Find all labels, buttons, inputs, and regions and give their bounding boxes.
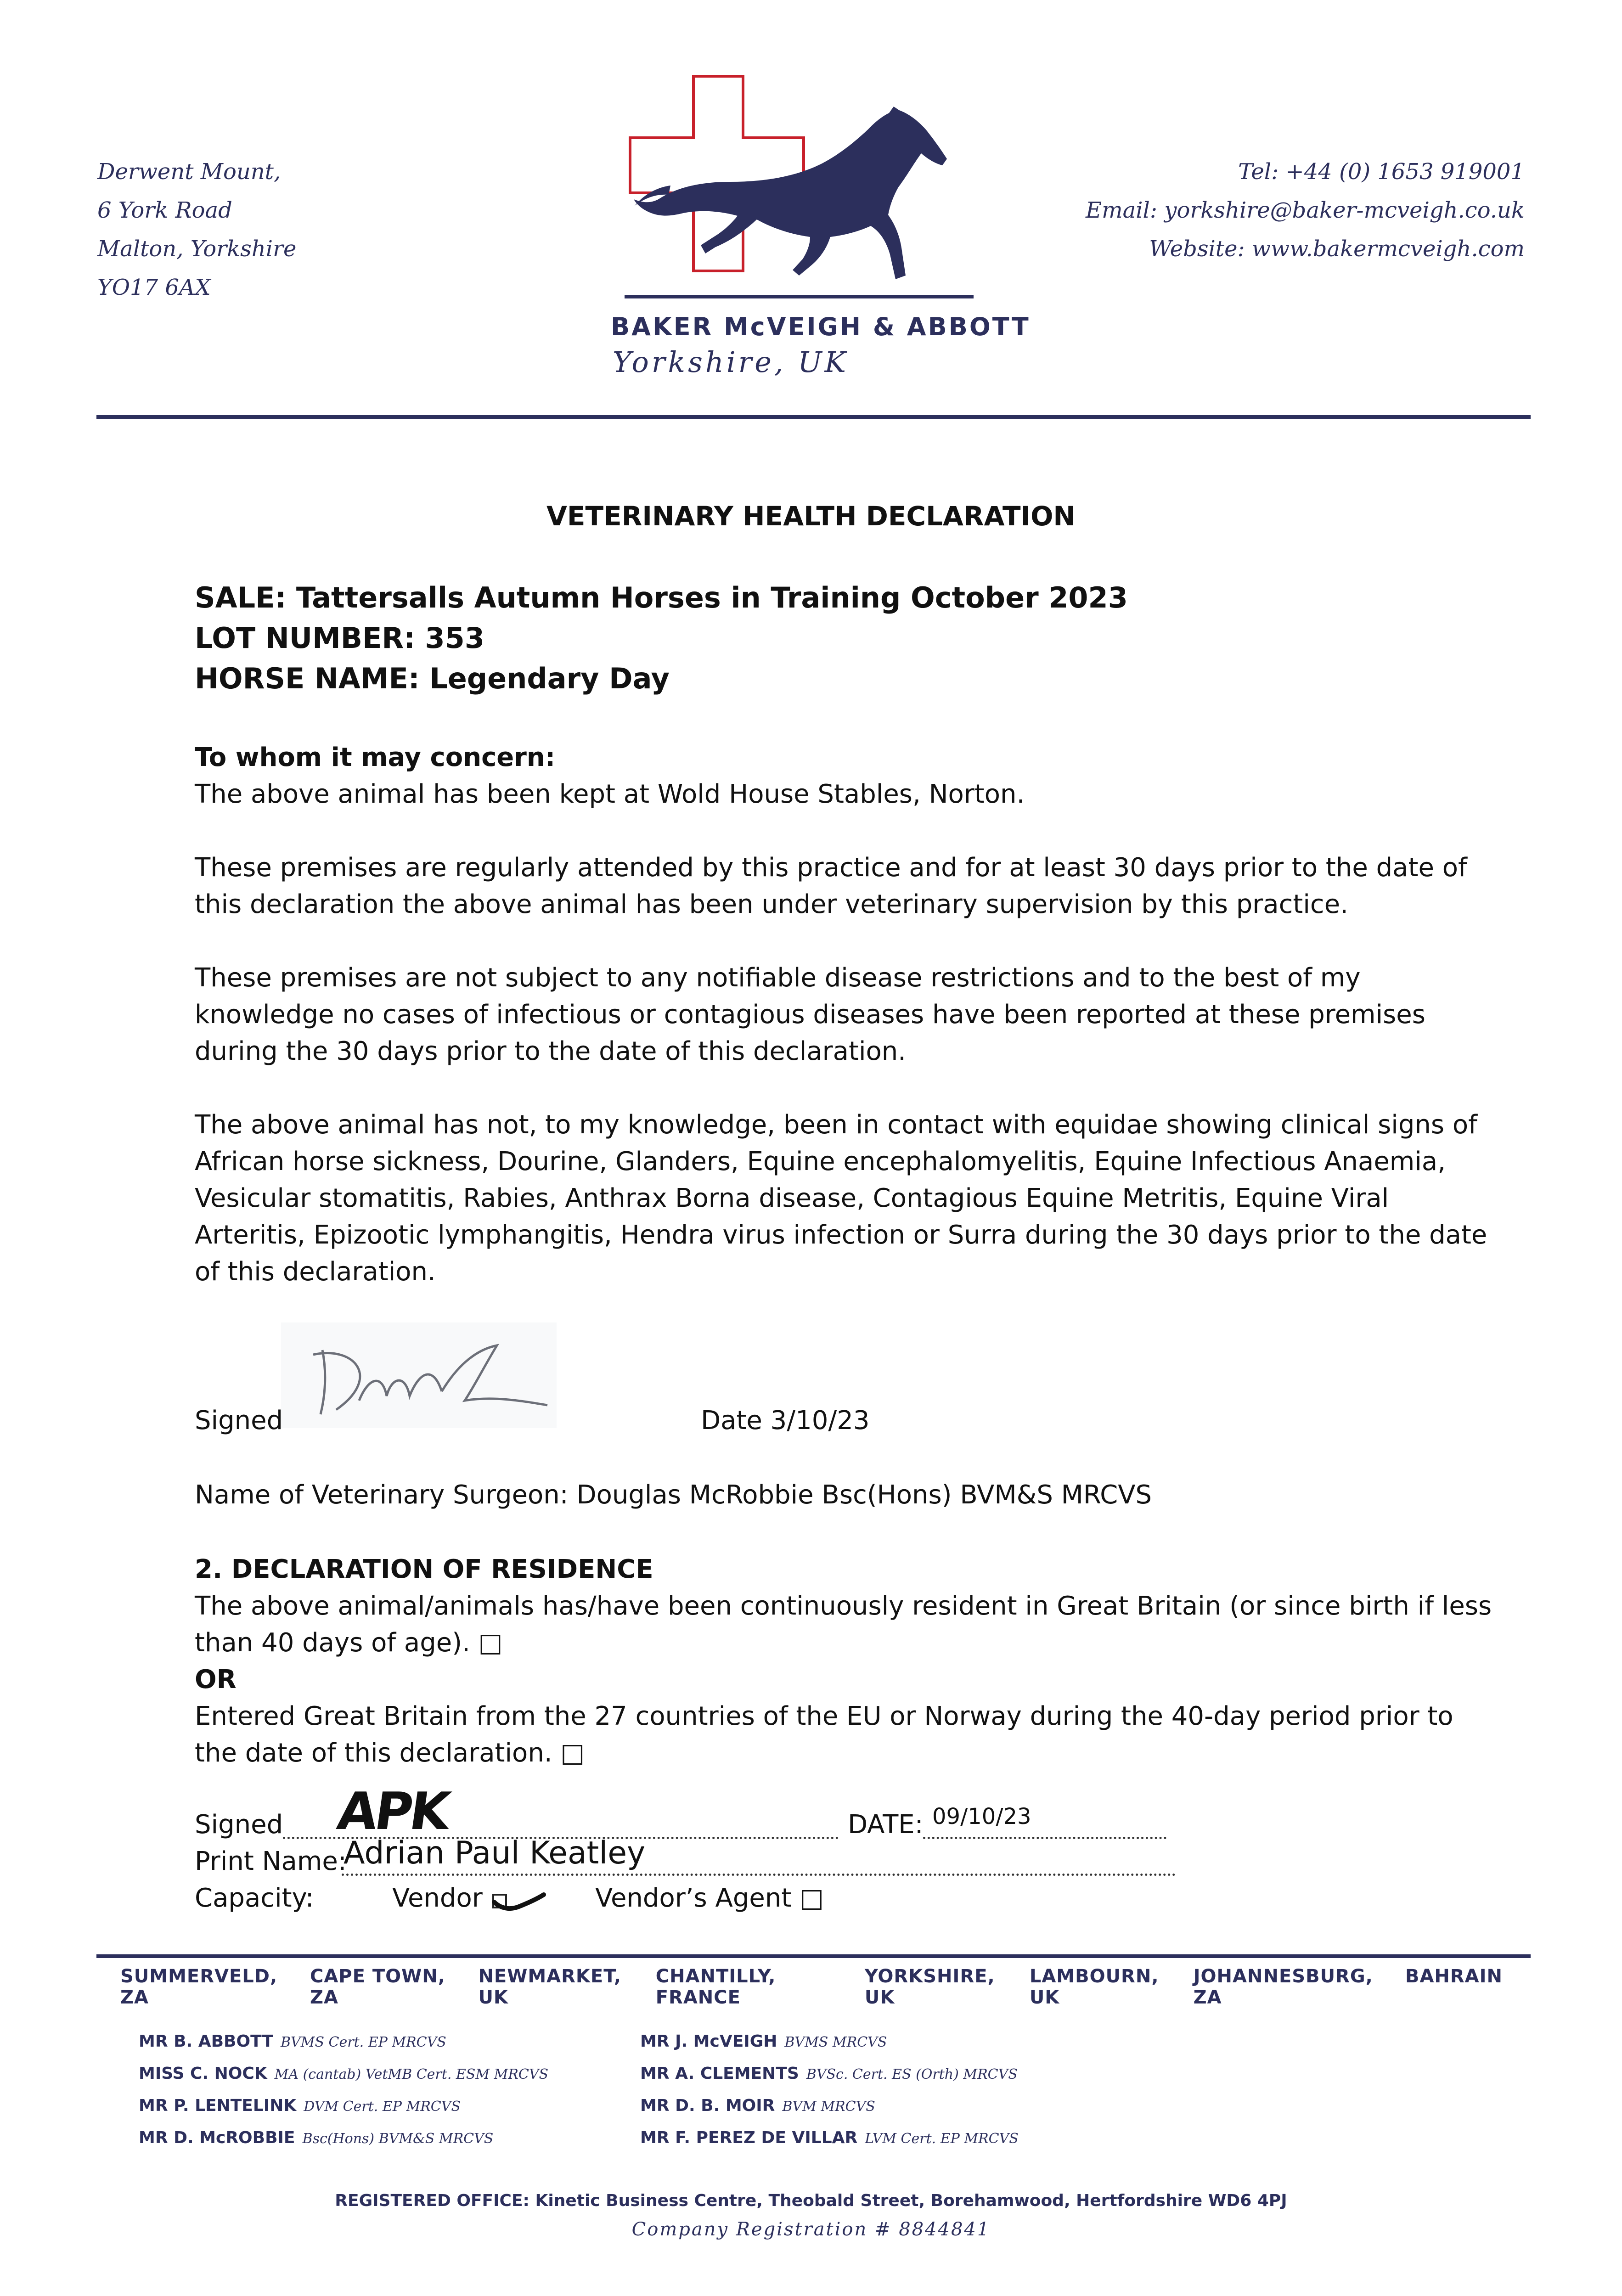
header-divider	[96, 415, 1531, 419]
residence-option-1: The above animal/animals has/have been continuously resident in Great Britain (or since birth if less	[195, 1591, 1492, 1621]
residence-option-2: the date of this declaration. □	[195, 1738, 585, 1768]
footer-divider	[96, 1954, 1531, 1958]
paragraph-line: African horse sickness, Dourine, Glanders, Equine encephalomyelitis, Equine Infectious Anaemia,	[195, 1147, 1446, 1176]
address-line: YO17 6AX	[97, 275, 211, 300]
vet-signed-label: Signed	[195, 1406, 283, 1435]
vet-signature-image	[281, 1322, 557, 1428]
paragraph-line: The above animal has been kept at Wold House Stables, Norton.	[195, 779, 1025, 809]
residence-signed-label: Signed	[195, 1810, 283, 1840]
contact-details	[1086, 152, 1525, 268]
staff-quals: BVMS MRCVS	[784, 2034, 887, 2050]
paragraph-diseases	[195, 1107, 1487, 1290]
vendor-agent-label: Vendor’s Agent □	[595, 1883, 824, 1913]
residence-heading: 2. DECLARATION OF RESIDENCE	[195, 1554, 653, 1584]
staff-quals: BVM MRCVS	[782, 2099, 875, 2115]
vendor-label: Vendor	[392, 1883, 483, 1913]
staff-quals: LVM Cert. EP MRCVS	[865, 2131, 1019, 2147]
company-location: Yorkshire, UK	[613, 345, 849, 379]
location-item: CHANTILLY, FRANCE	[655, 1966, 776, 2008]
staff-member	[139, 2058, 548, 2090]
location-item: NEWMARKET, UK	[478, 1966, 622, 2008]
staff-quals: BVSc. Cert. ES (Orth) MRCVS	[806, 2066, 1018, 2082]
staff-name: MR A. CLEMENTS	[640, 2064, 799, 2083]
paragraph-line: Arteritis, Epizootic lymphangitis, Hendra virus infection or Surra during the 30 days prior to the date	[195, 1220, 1487, 1250]
contact-email: Email: yorkshire@baker-mcveigh.co.uk	[1086, 197, 1525, 223]
staff-name: MR D. McROBBIE	[139, 2128, 295, 2147]
print-name-label: Print Name:	[195, 1846, 347, 1876]
staff-name: MISS C. NOCK	[139, 2064, 267, 2083]
residence-date-value: 09/10/23	[932, 1804, 1031, 1829]
sender-address	[97, 152, 296, 307]
staff-quals: BVMS Cert. EP MRCVS	[281, 2034, 446, 2050]
staff-member	[640, 2058, 1019, 2090]
staff-quals: DVM Cert. EP MRCVS	[304, 2099, 461, 2115]
paragraph-line: of this declaration.	[195, 1257, 436, 1287]
residence-option-2: Entered Great Britain from the 27 countries of the EU or Norway during the 40-day period prior to	[195, 1701, 1453, 1731]
location-item: LAMBOURN, UK	[1029, 1966, 1159, 2008]
staff-name: MR D. B. MOIR	[640, 2096, 775, 2115]
staff-list-right	[640, 2026, 1019, 2155]
address-line: Malton, Yorkshire	[97, 236, 297, 262]
salutation: To whom it may concern:	[195, 743, 556, 772]
staff-member	[640, 2122, 1019, 2155]
address-line: 6 York Road	[97, 197, 232, 223]
paragraph-supervision	[195, 850, 1467, 923]
office-locations	[120, 1966, 1503, 2008]
paragraph-line: These premises are not subject to any notifiable disease restrictions and to the best of my	[195, 963, 1361, 993]
paragraph-line: The above animal has not, to my knowledge, been in contact with equidae showing clinical signs of	[195, 1110, 1477, 1140]
contact-website: Website: www.bakermcveigh.com	[1149, 236, 1525, 262]
contact-phone: Tel: +44 (0) 1653 919001	[1238, 159, 1525, 185]
location-item: JOHANNESBURG, ZA	[1193, 1966, 1373, 2008]
residence-date-dotted-line	[923, 1837, 1166, 1839]
capacity-label: Capacity:	[195, 1883, 314, 1913]
lot-number: LOT NUMBER: 353	[195, 621, 484, 655]
address-line: Derwent Mount,	[97, 159, 281, 185]
staff-list-left	[139, 2026, 548, 2155]
staff-name: MR P. LENTELINK	[139, 2096, 297, 2115]
residence-section	[195, 1551, 1492, 1772]
residence-option-1: than 40 days of age). □	[195, 1628, 503, 1658]
location-item: SUMMERVELD, ZA	[120, 1966, 278, 2008]
company-registration: Company Registration # 8844841	[631, 2219, 991, 2240]
document-title: VETERINARY HEALTH DECLARATION	[546, 501, 1076, 532]
staff-member	[139, 2122, 548, 2155]
residence-date-label: DATE:	[848, 1810, 924, 1840]
or-label: OR	[195, 1665, 237, 1694]
paragraph-line: this declaration the above animal has been under veterinary supervision by this practice.	[195, 889, 1348, 919]
horse-cross-logo-icon	[625, 73, 974, 303]
surgeon-name: Name of Veterinary Surgeon: Douglas McRobbie Bsc(Hons) BVM&S MRCVS	[195, 1480, 1152, 1510]
vendor-checkbox-ticked	[491, 1888, 546, 1916]
staff-member	[139, 2090, 548, 2122]
staff-name: MR B. ABBOTT	[139, 2032, 274, 2051]
staff-quals: Bsc(Hons) BVM&S MRCVS	[302, 2131, 494, 2147]
staff-member	[640, 2026, 1019, 2058]
location-item: BAHRAIN	[1405, 1966, 1503, 1987]
paragraph-line: knowledge no cases of infectious or contagious diseases have been reported at these premises	[195, 1000, 1425, 1030]
location-item: YORKSHIRE, UK	[864, 1966, 995, 2008]
staff-name: MR F. PEREZ DE VILLAR	[640, 2128, 858, 2147]
paragraph-premises	[195, 960, 1444, 1070]
print-name-dotted-line	[342, 1874, 1176, 1876]
sale-line: SALE: Tattersalls Autumn Horses in Training October 2023	[195, 581, 1128, 614]
sale-details	[195, 578, 1128, 699]
horse-name: HORSE NAME: Legendary Day	[195, 662, 670, 695]
registered-office: REGISTERED OFFICE: Kinetic Business Centre, Theobald Street, Borehamwood, Hertfordshire WD6 4PJ	[335, 2191, 1287, 2210]
staff-member	[640, 2090, 1019, 2122]
print-name-value: Adrian Paul Keatley	[344, 1835, 646, 1871]
logo	[625, 73, 974, 303]
staff-member	[139, 2026, 548, 2058]
staff-name: MR J. McVEIGH	[640, 2032, 777, 2051]
paragraph-line: These premises are regularly attended by this practice and for at least 30 days prior to the date of	[195, 853, 1467, 883]
paragraph-line: Vesicular stomatitis, Rabies, Anthrax Borna disease, Contagious Equine Metritis, Equine Viral	[195, 1183, 1389, 1213]
location-item: CAPE TOWN, ZA	[310, 1966, 445, 2008]
salutation-block	[195, 739, 1444, 813]
paragraph-line: during the 30 days prior to the date of this declaration.	[195, 1036, 907, 1066]
company-name: BAKER McVEIGH & ABBOTT	[611, 312, 1031, 341]
residence-signature: APK	[333, 1782, 451, 1841]
vet-signature-date: Date 3/10/23	[701, 1406, 870, 1435]
staff-quals: MA (cantab) VetMB Cert. ESM MRCVS	[274, 2066, 549, 2082]
